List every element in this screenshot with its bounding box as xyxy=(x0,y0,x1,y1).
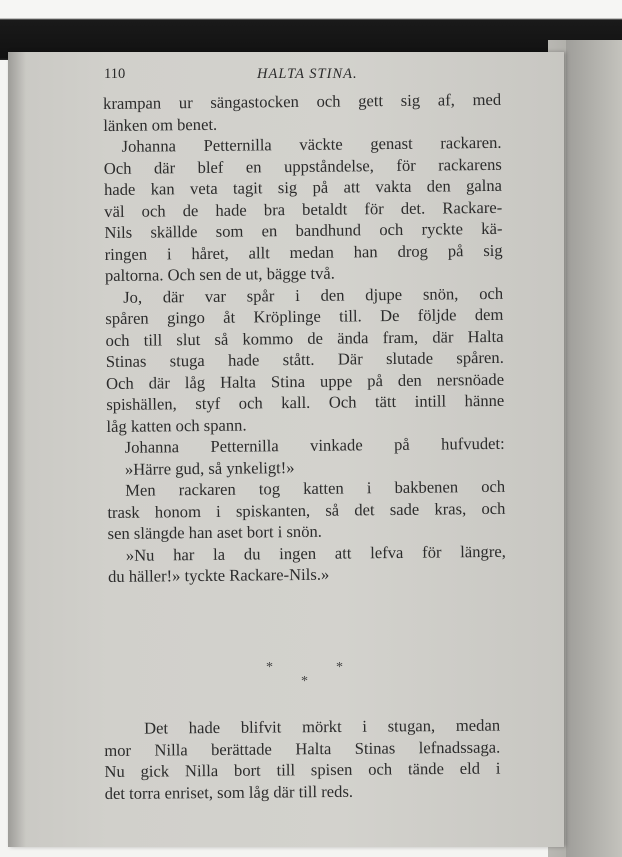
book-cover-edge xyxy=(566,40,622,857)
text-line: Johanna Petternilla väckte genast rackaren. xyxy=(121,132,502,156)
page-gutter xyxy=(8,52,26,847)
text-line: Johanna Petternilla vinkade på hufvudet: xyxy=(124,433,505,457)
text-line: Jo, där var spår i den djupe snön, och xyxy=(123,283,504,307)
text-line: paltorna. Och sen de ut, bägge två. xyxy=(104,263,335,285)
section-star: * xyxy=(266,660,273,675)
text-line: Nu gick Nilla bort till spisen och tände eld i xyxy=(104,758,501,781)
book-cover-shadow xyxy=(0,0,622,60)
text-line: länken om benet. xyxy=(103,114,218,135)
text-line: ringen i håret, allt medan han drog på sig xyxy=(104,240,503,264)
page-number: 110 xyxy=(104,66,126,82)
text-line: Och där låg Halta Stina uppe på den nersnöade xyxy=(105,369,505,393)
text-line: spishällen, styf och kall. Och tätt intill hänne xyxy=(106,390,505,414)
final-paragraph xyxy=(104,715,501,804)
text-line: låg katten och spann. xyxy=(106,415,247,436)
section-break xyxy=(0,660,622,690)
text-line: trask honom i spiskanten, så det sade kras, och xyxy=(107,498,506,522)
text-line: hade kan veta tagit sig på att vakta den galna xyxy=(103,175,503,199)
text-line: väl och de hade bra betaldt för det. Rackare- xyxy=(104,197,503,221)
section-star: * xyxy=(301,674,308,689)
text-line: Nils skällde som en bandhund och ryckte kä- xyxy=(104,218,503,242)
text-line: och till slut så kommo de ända fram, där Halta xyxy=(105,326,504,350)
page-header xyxy=(0,66,622,84)
text-line: »Härre gud, så ynkeligt!» xyxy=(124,457,295,479)
text-line: Stinas stuga hade stått. Där slutade spåren. xyxy=(105,347,504,371)
body-text xyxy=(103,89,506,588)
text-line: »Nu har la du ingen att lefva för längre, xyxy=(125,541,506,565)
text-line: Och där blef en uppståndelse, för rackarens xyxy=(103,154,502,178)
text-line: spåren gingo åt Kröplinge till. De följde dem xyxy=(105,304,504,328)
text-line: Men rackaren tog katten i bakbenen och xyxy=(125,476,506,500)
text-line: det torra enriset, som låg där till reds. xyxy=(104,781,354,803)
running-title: HALTA STINA. xyxy=(257,66,358,82)
section-star: * xyxy=(336,660,343,675)
text-line: krampan ur sängastocken och gett sig af, med xyxy=(103,89,502,113)
text-line: Det hade blifvit mörkt i stugan, medan xyxy=(144,715,501,738)
text-line: mor Nilla berättade Halta Stinas lefnadssaga. xyxy=(104,737,501,760)
text-line: du häller!» tyckte Rackare-Nils.» xyxy=(107,564,330,586)
text-line: sen slängde han aset bort i snön. xyxy=(107,521,322,543)
